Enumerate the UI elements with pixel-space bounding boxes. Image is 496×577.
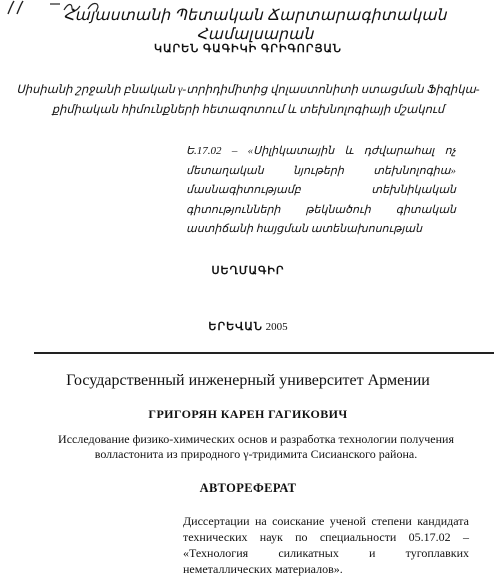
russian-university-name: Государственный инженерный университет Армении: [66, 372, 430, 389]
armenian-title-line-1: Սիսիանի շրջանի բնական γ-տրիդիմիտից վոլաստոնիտի ստացման Ֆիզիկա-: [16, 84, 480, 96]
armenian-specialty-text: Ե.17.02 – «Սիլիկատային և դժվարահալ ոչ մետաղական նյութերի տեխնոլոգիա» մասնագիտությամբ տեխնիկական գիտությունների թեկնածուի գիտական աստիճանի հայցման ատենախոսության: [186, 145, 456, 236]
russian-title-line-2: волластонита из природного γ-тридимита Сисианского района.: [94, 447, 418, 461]
russian-abstract-label: АВТОРЕФЕРАТ: [199, 481, 297, 495]
armenian-title-line-2: քիմիական հիմունքների հետազոտում և տեխնոլոգիայի մշակում: [51, 104, 445, 116]
russian-dissertation-title: [36, 432, 476, 462]
section-divider: [34, 352, 494, 354]
russian-specialty-text: Диссертации на соискание ученой степени кандидата технических наук по специальности 05.17.02 – «Технология силикатных и тугоплавких неметаллических материалов».: [183, 514, 469, 576]
russian-author-name: ГРИГОРЯН КАРЕН ГАГИКОВИЧ: [148, 407, 348, 421]
armenian-dissertation-title: [10, 80, 486, 120]
armenian-university-name: Հայաստանի Պետական Ճարտարագիտական Համալսարան: [63, 7, 447, 43]
armenian-author-name: ԿԱՐԵՆ ԳԱԳԻԿԻ ԳՐԻԳՈՐՅԱՆ: [154, 43, 342, 55]
russian-title-line-1: Исследование физико-химических основ и разработка технологии получения: [58, 432, 454, 446]
armenian-city: ԵՐԵՎԱՆ: [208, 321, 263, 333]
armenian-year: 2005: [265, 321, 288, 333]
armenian-place-year: [0, 320, 496, 333]
armenian-abstract-label: ՍԵՂՄԱԳԻՐ: [211, 265, 285, 277]
